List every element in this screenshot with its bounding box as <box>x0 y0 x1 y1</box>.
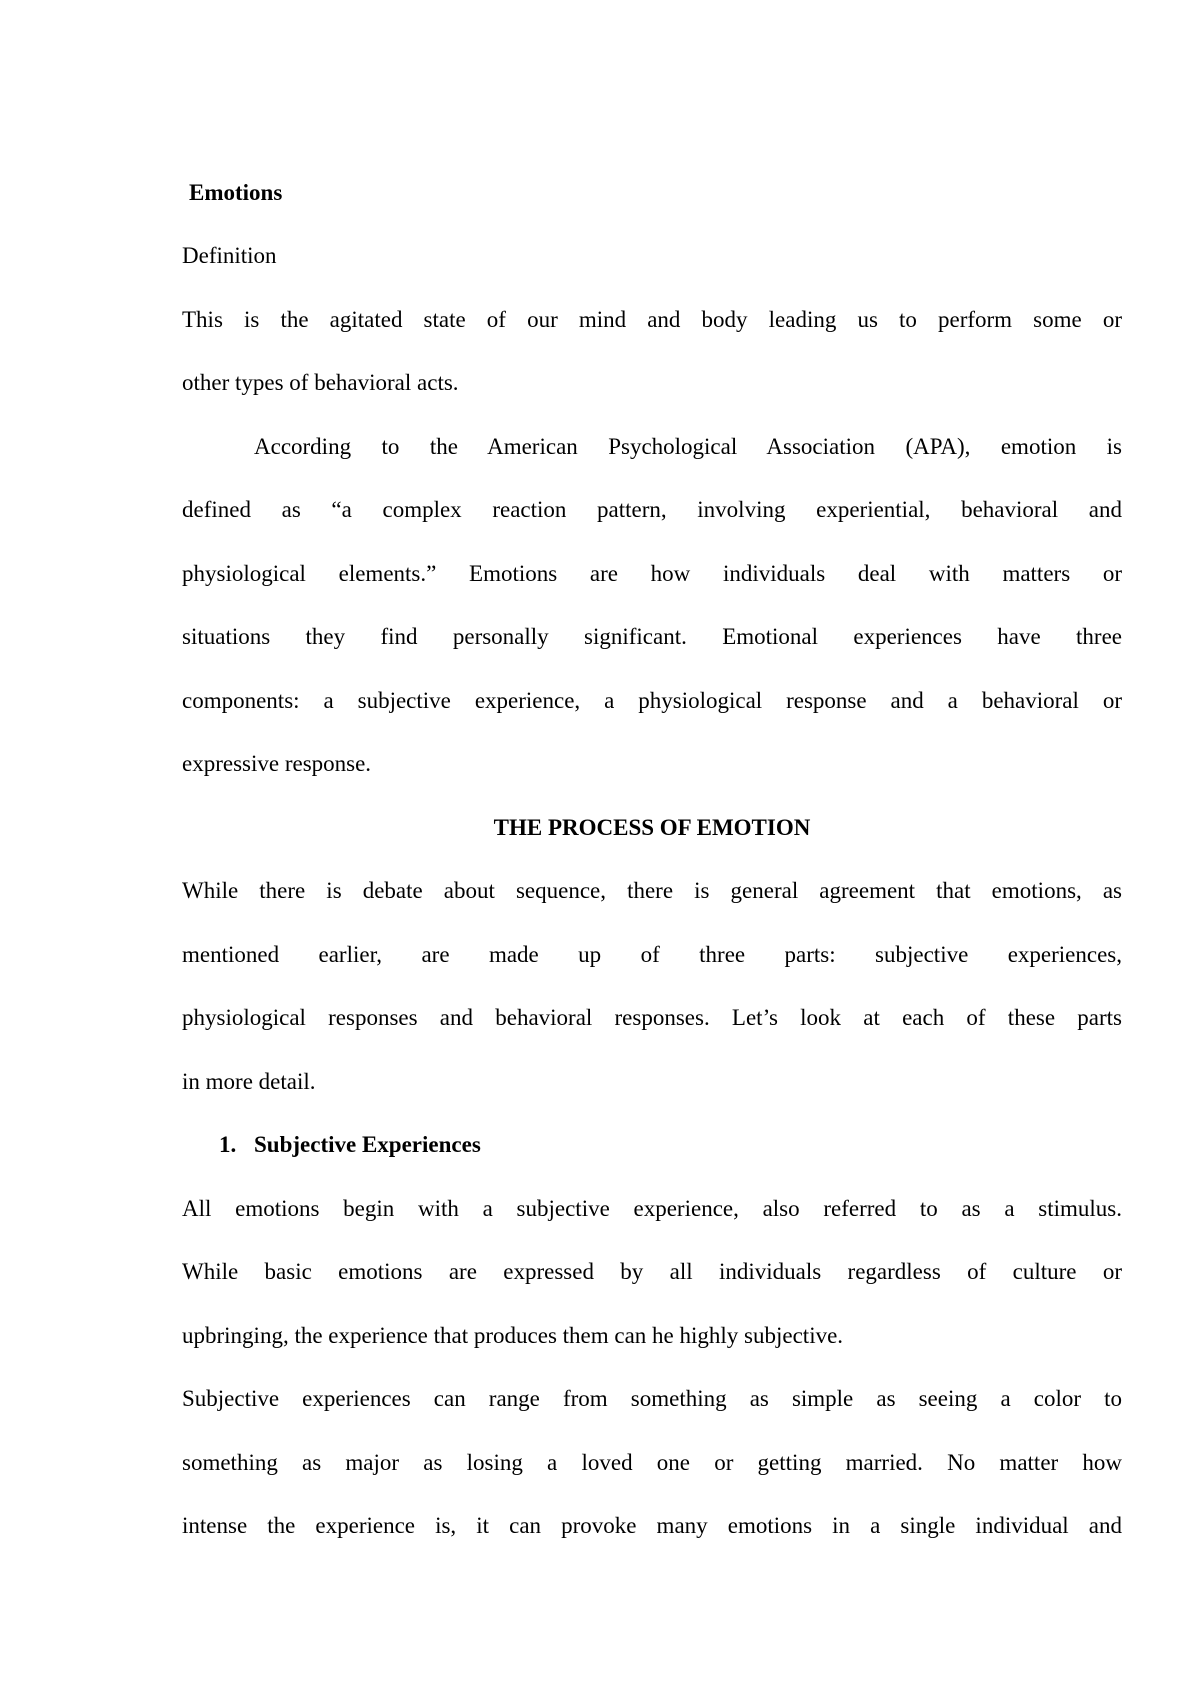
subheading-text: Subjective Experiences <box>254 1132 481 1157</box>
subjective-line-1: All emotions begin with a subjective experience, also referred to as a stimulus. <box>182 1196 1122 1221</box>
subjective-line-2: While basic emotions are expressed by all individuals regardless of culture or <box>182 1259 1122 1284</box>
apa-line-5: components: a subjective experience, a physiological response and a behavioral or <box>182 688 1122 713</box>
subjective-line-3: upbringing, the experience that produces them can he highly subjective. <box>182 1323 844 1348</box>
definition-line-1: This is the agitated state of our mind and body leading us to perform some or <box>182 307 1122 332</box>
document-title: Emotions <box>189 180 283 205</box>
subheading-number: 1. <box>219 1132 237 1157</box>
process-line-4: in more detail. <box>182 1069 316 1094</box>
apa-line-6: expressive response. <box>182 751 372 776</box>
apa-line-2: defined as “a complex reaction pattern, involving experiential, behavioral and <box>182 497 1122 522</box>
range-line-1: Subjective experiences can range from something as simple as seeing a color to <box>182 1386 1122 1411</box>
apa-line-4: situations they find personally significant. Emotional experiences have three <box>182 624 1122 649</box>
range-line-3: intense the experience is, it can provoke many emotions in a single individual and <box>182 1513 1122 1538</box>
definition-line-2: other types of behavioral acts. <box>182 370 459 395</box>
process-line-2: mentioned earlier, are made up of three parts: subjective experiences, <box>182 942 1122 967</box>
section-heading: THE PROCESS OF EMOTION <box>493 815 811 840</box>
process-line-1: While there is debate about sequence, there is general agreement that emotions, as <box>182 878 1122 903</box>
apa-line-3: physiological elements.” Emotions are how individuals deal with matters or <box>182 561 1122 586</box>
process-line-3: physiological responses and behavioral responses. Let’s look at each of these parts <box>182 1005 1122 1030</box>
definition-heading: Definition <box>182 243 277 268</box>
apa-line-1: According to the American Psychological Association (APA), emotion is <box>254 434 1122 459</box>
range-line-2: something as major as losing a loved one or getting married. No matter how <box>182 1450 1122 1475</box>
